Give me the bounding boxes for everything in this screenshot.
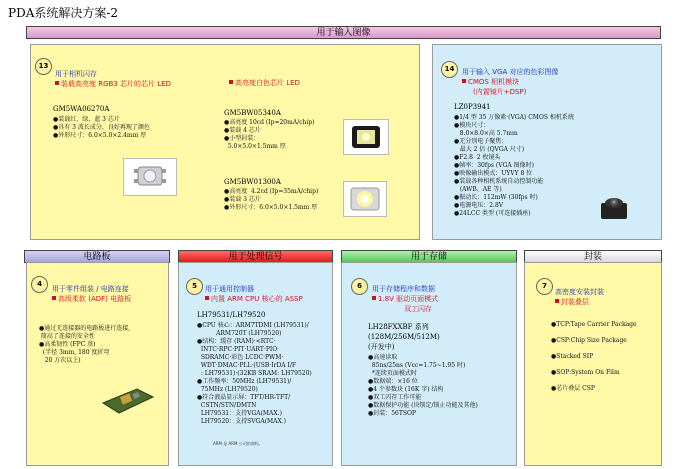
panel14-subtitle xyxy=(462,78,519,87)
badge-4: 4 xyxy=(31,276,48,293)
panel6-title: 用于存储程序和数据 xyxy=(372,285,435,293)
panel4-subtitle-text: 高级柔软 (ADF) 电路板 xyxy=(58,295,132,303)
panel14-specs: ●1/4 型 35 万像素·(VGA) CMOS 相机系统 ●模块尺寸： 8.0×8.0×高 5.7mm ●无分别电子聚焦： 最大 2 倍 (QVGA 尺寸) ●F2.8 2 枚镜头 ●帧率：30fps (VGA 图像时) ●映像输出模式：UYVY 8 位 ●装载各种相机系统自动控制功能 (AWB、AE 等) ●振动长：112mW (30fps 时) ●电源电压：2.8V ●24LCC 类型 (可连接插座) xyxy=(454,114,574,217)
section-bar-storage: 用于存储 xyxy=(341,250,517,263)
panel7-item-tcp: ●TCP:Tape Carrier Package xyxy=(551,321,637,328)
panel13-subtitle-text: 装载高亮度 RGB3 芯片的芯片 LED xyxy=(61,80,171,88)
flex-pcb-image xyxy=(97,383,157,417)
panel5-specs: ●CPU 核心：ARM7TDMI (LH79531)/ ARM720T (LH79520) ●结构：缓存 (RAM)·<RTC· INTC·RPC·PIT·UART·PIO· SDRAMC·彩色 LCDC·PWM· WDT·DMAC·PLL·(USB·IrDA I/F : LH79531)·(32KB SRAM: LH79520) ●工作频率：50MHz (LH79531)/ 75MHz (LH79520) ●符合液晶显示屏：TFT/HR-TFT/ CSTN/STN/DMTN LH79531：支持VGA(MAX.) LH79520：支持SVGA(MAX.) xyxy=(197,322,312,425)
panel4-specs: ●通过无连接器的电路板进行连接, 简高了连接的安全性 ●高柔韧性 (FPC 基) (半径 3mm, 180 度折弯 20 万次以上) xyxy=(39,325,131,364)
panel13-subtitle xyxy=(55,80,171,89)
panel-arm-assp xyxy=(178,262,333,466)
panel13-specs3: ●高亮度 4.2cd (Ip=35mA/chip) ●装载 3 芯片 ●外形尺寸：6.0×5.0×1.5mm 厚 xyxy=(224,188,319,211)
badge-5: 5 xyxy=(186,278,203,295)
white-led-3chip-image xyxy=(343,181,387,217)
panel14-subtitle2: (内置镜片+DSP) xyxy=(473,88,527,96)
panel13-title: 用于相机闪存 xyxy=(55,70,97,78)
bullet-square-icon xyxy=(372,296,376,300)
part-gm5wa06270a: GM5WA06270A xyxy=(53,105,110,113)
panel5-subtitle-text: 内置 ARM CPU 核心的 ASSP xyxy=(211,295,303,303)
part-gm5bw01300a: GM5BW01300A xyxy=(224,178,281,186)
bullet-square-icon xyxy=(55,81,59,85)
panel6-subtitle2: 双工闪存 xyxy=(404,305,432,313)
panel-flash-memory xyxy=(341,262,517,466)
panel5-trademark-note: ARM 是 ARM 公司的商标。 xyxy=(213,441,263,446)
panel5-title: 用于通用控制器 xyxy=(205,285,254,293)
badge-6: 6 xyxy=(351,278,368,295)
panel7-item-stacked-csp: ●芯片叠层 CSP xyxy=(551,385,595,392)
part-lz0p3941: LZ0P3941 xyxy=(454,103,491,111)
section-bar-packaging: 封装 xyxy=(524,250,662,263)
panel6-specs: ●高速读取 85ns/25ns (Vcc=1.75~1.95 时) *连续页面模式时 ●数据端：×16 位 ●4 个参数块 (16K 字) 结构 ●双工闪存工作可能 ●数据保护功能 (块锁定/锁止功能及其他) ●封装：56TSOP xyxy=(368,354,478,417)
badge-13: 13 xyxy=(35,58,52,75)
panel-packaging xyxy=(524,262,662,466)
bullet-square-icon xyxy=(462,79,466,83)
bullet-square-icon xyxy=(555,299,559,303)
white-led-4chip-image xyxy=(343,119,389,155)
rgb-led-image xyxy=(123,158,177,196)
bullet-square-icon xyxy=(229,80,233,84)
panel-flex-pcb xyxy=(26,262,169,466)
page-title: PDA系统解决方案-2 xyxy=(8,6,119,20)
part-lh79531-lh79520: LH79531/LH79520 xyxy=(197,311,266,319)
part-gm5bw05340a: GM5BW05340A xyxy=(224,109,281,117)
bullet-square-icon xyxy=(205,296,209,300)
panel13-right-subtitle-text: 高亮度白色芯片 LED xyxy=(235,79,300,87)
panel4-subtitle xyxy=(52,295,131,304)
part-capacity: (128M/256M/512M) xyxy=(368,333,440,341)
panel7-subtitle-text: 封装叠层 xyxy=(561,298,589,306)
panel7-item-sof: ●SOP:System On Film xyxy=(551,369,620,376)
bullet-square-icon xyxy=(52,296,56,300)
panel7-title: 高密度安装封装 xyxy=(555,288,604,296)
panel7-subtitle xyxy=(555,298,589,307)
panel14-subtitle-text: CMOS 相机模块 xyxy=(468,78,520,86)
badge-7: 7 xyxy=(536,278,553,295)
section-bar-processing: 用于处理信号 xyxy=(178,250,333,263)
panel13-specs2: ●高亮度 10cd (Ip=20mA/chip) ●装载 4 芯片 ●小型封装： 5.0×5.0×1.5mm 厚 xyxy=(224,119,315,150)
panel4-title: 用于零件组装 / 电路连接 xyxy=(52,285,129,293)
part-lh28fxxbf: LH28FXXBF 系列 xyxy=(368,323,429,331)
panel-camera-flash xyxy=(30,44,420,240)
panel6-subtitle-text: 1.8V 驱动页面模式 xyxy=(378,295,439,303)
panel13-specs: ●装载红、绿、蓝 3 芯片 ●具有 3 波长成分，良好再现了颜色 ●外形尺寸：6.0×5.0×2.4mm 厚 xyxy=(53,116,150,139)
part-dev-status: (开发中) xyxy=(368,343,395,351)
section-bar-pcb: 电路板 xyxy=(24,250,170,263)
section-bar-image-input: 用于输入图像 xyxy=(26,26,661,39)
panel7-item-csp: ●CSP:Chip Size Package xyxy=(551,337,627,344)
panel7-item-sip: ●Stacked SIP xyxy=(551,353,594,360)
panel6-subtitle xyxy=(372,295,438,304)
panel14-title: 用于输入 VGA 对应的色彩图像 xyxy=(462,68,559,76)
panel-cmos-camera xyxy=(432,44,662,240)
panel13-right-subtitle xyxy=(229,79,300,88)
camera-module-image xyxy=(597,191,631,225)
panel5-subtitle xyxy=(205,295,303,304)
badge-14: 14 xyxy=(441,61,458,78)
